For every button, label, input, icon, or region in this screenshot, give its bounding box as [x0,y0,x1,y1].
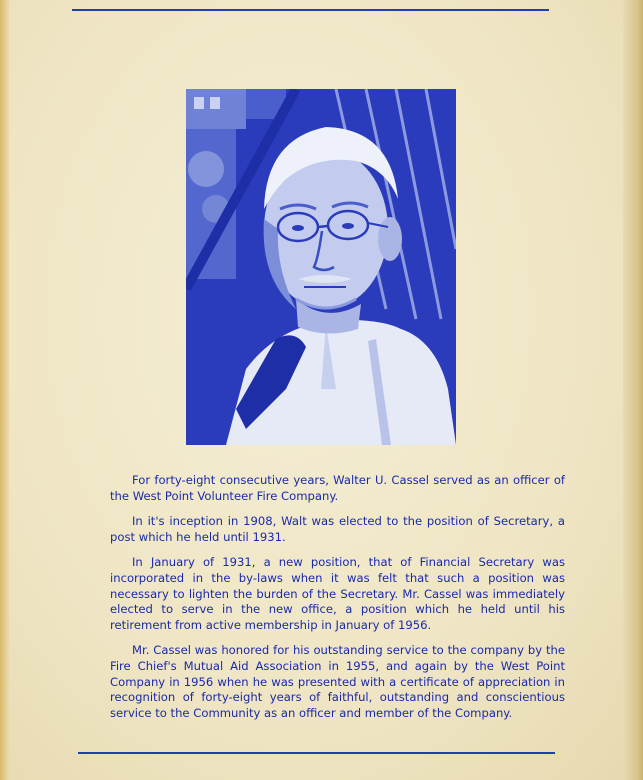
article-body [110,473,565,731]
paragraph: In it's inception in 1908, Walt was elected to the position of Secretary, a post which he held until 1931. [110,514,565,544]
page-left-edge [0,0,9,780]
paragraph: In January of 1931, a new position, that of Financial Secretary was incorporated in the by-laws when it was felt that such a position was necessary to lighten the burden of the Secretary. Mr. Cassel was immediately elected to serve in the new office, a position which he held until his retirement from active membership in January of 1956. [110,555,565,632]
portrait-photo [186,89,456,445]
bottom-rule [78,752,555,754]
page-right-edge [623,0,643,780]
paragraph: Mr. Cassel was honored for his outstanding service to the company by the Fire Chief's Mutual Aid Association in 1955, and again by the West Point Company in 1956 when he was presented with a certificate of appreciation in recognition of forty-eight years of faithful, outstanding and conscientious service to the Community as an officer and member of the Company. [110,643,565,720]
top-rule [72,9,549,11]
paragraph: For forty-eight consecutive years, Walter U. Cassel served as an officer of the West Point Volunteer Fire Company. [110,473,565,503]
